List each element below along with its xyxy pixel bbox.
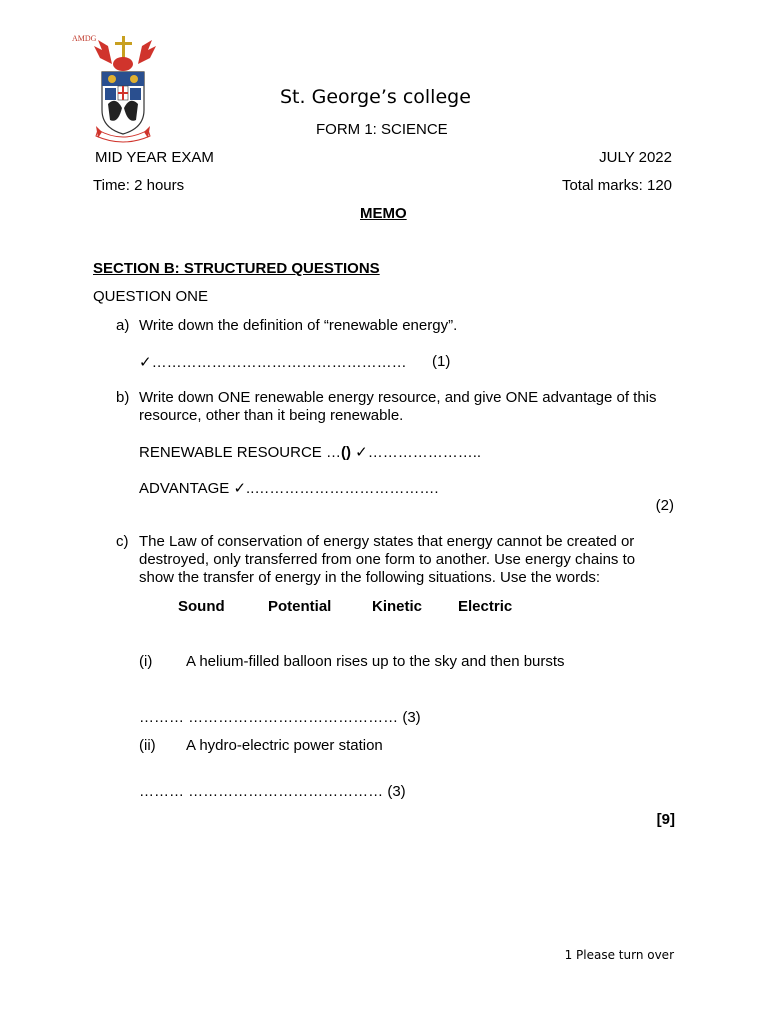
energy-word-kinetic: Kinetic xyxy=(372,598,423,615)
crest-motto: AMDG xyxy=(72,34,97,43)
school-name: St. George’s college xyxy=(280,86,471,108)
exam-name: MID YEAR EXAM xyxy=(95,149,214,166)
resource-paren: () xyxy=(340,444,351,461)
part-a-letter: a) xyxy=(116,317,130,334)
question-heading: QUESTION ONE xyxy=(93,288,209,305)
page-footer: 1 Please turn over xyxy=(564,948,674,962)
sub-question-i-text: A helium-filled balloon rises up to the sky and then bursts xyxy=(186,653,565,670)
part-b-letter: b) xyxy=(116,389,130,406)
form-subject: FORM 1: SCIENCE xyxy=(316,121,448,138)
part-a-question: Write down the definition of “renewable energy”. xyxy=(139,317,458,334)
total-marks: Total marks: 120 xyxy=(561,177,672,194)
school-crest-logo xyxy=(68,34,178,144)
question-total-marks: [9] xyxy=(656,811,675,828)
energy-word-sound: Sound xyxy=(178,598,225,615)
sub-question-ii-answer: ……… ………………………………… (3) xyxy=(139,783,406,800)
sub-question-ii-number: (ii) xyxy=(139,737,156,754)
part-a-answer-line: ✓…………………………………………… xyxy=(139,354,407,371)
sub-question-i-answer: ……… …………………………………… (3) xyxy=(139,709,421,726)
resource-suffix: ✓………………….. xyxy=(350,444,482,461)
section-title: SECTION B: STRUCTURED QUESTIONS xyxy=(93,260,380,277)
part-c-letter: c) xyxy=(116,533,129,550)
part-b-question: Write down ONE renewable energy resource, and give ONE advantage of this resource, other than it being renewable. xyxy=(139,389,657,424)
part-c-question: The Law of conservation of energy states that energy cannot be created or destroyed, only transferred from one form to another. Use energy chains to show the transfer of energy in the following situations. Use the words: xyxy=(139,533,636,586)
resource-prefix: RENEWABLE RESOURCE … xyxy=(139,444,341,461)
energy-word-potential: Potential xyxy=(268,598,332,615)
sub-question-ii-text: A hydro-electric power station xyxy=(186,737,383,754)
energy-word-electric: Electric xyxy=(458,598,513,615)
part-b-advantage-line: ADVANTAGE ✓..………………………………. xyxy=(139,480,439,497)
part-b-resource-line xyxy=(139,443,481,461)
memo-title: MEMO xyxy=(360,205,407,222)
part-b-marks: (2) xyxy=(655,497,674,514)
sub-question-i-number: (i) xyxy=(139,653,153,670)
part-a-marks: (1) xyxy=(432,353,451,370)
duration: Time: 2 hours xyxy=(93,177,185,194)
exam-date: JULY 2022 xyxy=(599,149,672,166)
